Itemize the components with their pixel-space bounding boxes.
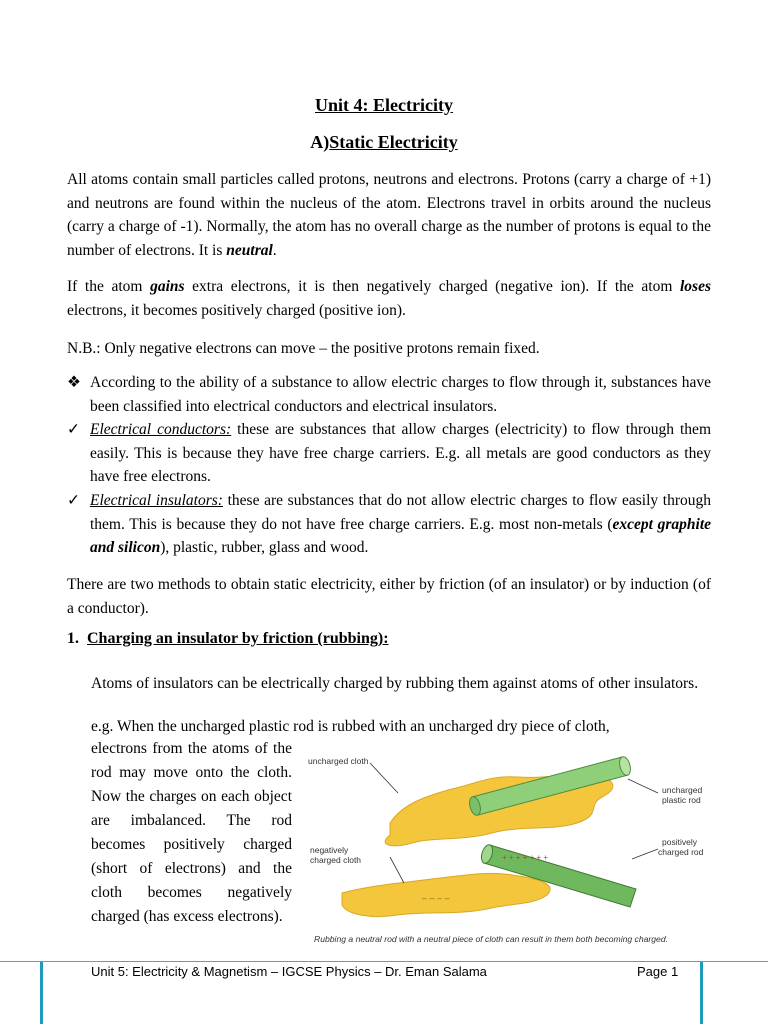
- paragraph-example-wrap: electrons from the atoms of the rod may move onto the cloth. Now the charges on each object are imbalanced. The rod becomes positively charged (short of electrons) and the cloth becomes negatively charged (has excess electrons).: [91, 740, 292, 925]
- bullet-insulators: [67, 489, 711, 560]
- label-uncharged-rod-2: plastic rod: [662, 795, 701, 805]
- paragraph-ions: [67, 275, 711, 322]
- ions-text-b: extra electrons, it is then negatively charged (negative ion). If the atom: [184, 278, 680, 295]
- page-title: Unit 4: Electricity: [315, 95, 453, 115]
- page-number: Page 1: [637, 964, 679, 979]
- conductors-term: Electrical conductors:: [90, 421, 232, 438]
- insulators-text-b: ), plastic, rubber, glass and wood.: [160, 539, 369, 556]
- ions-text-c: electrons, it becomes positively charged (positive ion).: [67, 301, 406, 319]
- insulators-exception: except graphite and silicon: [90, 515, 712, 556]
- paragraph-atoms-text: All atoms contain small particles called protons, neutrons and electrons. Protons (carry a charge of +1) and neutrons are found within the nucleus of the atom. Electrons travel in orbits around the nucleus (carry a charge of -1). Normally, the atom has no overall charge as the number of protons is equal to the number of electrons. It is: [67, 171, 711, 259]
- heading-friction: [67, 630, 389, 648]
- svg-text:+ + + + + + +: + + + + + + +: [502, 853, 549, 862]
- footer-left-bar: [40, 962, 43, 1024]
- conductors-text: these are substances that allow charges (electricity) to flow through them easily. This is because they have free charge carriers. E.g. all metals are good conductors as they have free electrons.: [90, 421, 711, 485]
- gains-term: gains: [150, 278, 185, 295]
- footer-divider: [0, 961, 768, 962]
- paragraph-insulators-rubbing: Atoms of insulators can be electrically charged by rubbing them against atoms of other insulators.: [91, 675, 699, 692]
- svg-text:– – – –: – – – –: [422, 893, 450, 903]
- bullet-classification: [67, 371, 711, 418]
- heading-number: 1.: [67, 630, 79, 647]
- bullet-conductors: [67, 418, 711, 489]
- checkmark-icon: ✓: [67, 421, 80, 438]
- label-uncharged-rod-1: uncharged: [662, 785, 703, 795]
- label-uncharged-cloth: uncharged cloth: [308, 756, 369, 766]
- paragraph-example-first: e.g. When the uncharged plastic rod is rubbed with an uncharged dry piece of cloth,: [91, 718, 610, 735]
- loses-term: loses: [679, 278, 711, 295]
- section-title: Static Electricity: [329, 132, 458, 152]
- section-heading-static: [0, 132, 768, 153]
- insulators-term: Electrical insulators:: [90, 492, 223, 509]
- checkmark-icon: ✓: [67, 492, 80, 509]
- footer-right-bar: [700, 962, 703, 1024]
- footer-text: Unit 5: Electricity & Magnetism – IGCSE Physics – Dr. Eman Salama: [91, 964, 487, 979]
- figure-caption: Rubbing a neutral rod with a neutral piece of cloth can result in them both becoming charged.: [314, 934, 668, 944]
- neutral-term: neutral: [226, 241, 273, 259]
- paragraph-atoms-end: .: [272, 241, 277, 259]
- heading-text: Charging an insulator by friction (rubbing):: [87, 630, 389, 647]
- diamond-bullet-icon: ❖: [67, 374, 81, 391]
- label-neg-cloth-2: charged cloth: [310, 855, 362, 865]
- label-neg-cloth-1: negatively: [310, 845, 349, 855]
- rubbing-figure-svg: [302, 745, 728, 950]
- section-prefix: A): [310, 132, 330, 152]
- ions-text-a: If the atom: [67, 278, 151, 295]
- paragraph-nb: N.B.: Only negative electrons can move – the positive protons remain fixed.: [67, 340, 540, 357]
- insulators-text-a: these are substances that do not allow electric charges to flow easily through them. This is because they do not have free charge carriers. E.g. most non-metals (: [90, 492, 711, 533]
- label-pos-rod-1: positively: [662, 837, 697, 847]
- rubbing-figure: [302, 745, 728, 950]
- paragraph-atoms: [67, 168, 711, 262]
- bullet-classification-text: According to the ability of a substance to allow electric charges to flow through it, substances have been classified into electrical conductors and electrical insulators.: [90, 374, 711, 415]
- paragraph-methods: There are two methods to obtain static electricity, either by friction (of an insulator) or by induction (of a conductor).: [67, 576, 711, 617]
- label-pos-rod-2: charged rod: [658, 847, 704, 857]
